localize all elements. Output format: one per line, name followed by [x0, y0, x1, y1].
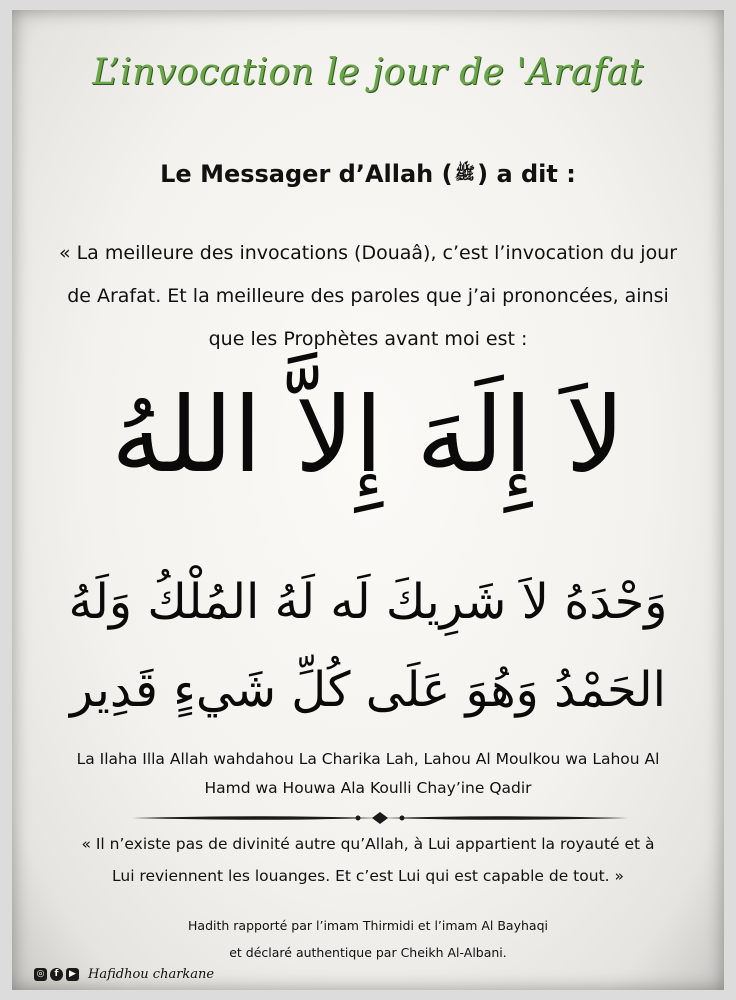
instagram-icon: ◎	[34, 968, 47, 981]
social-footer	[34, 967, 214, 982]
arabic-line-3: الحَمْدُ وَهُوَ عَلَى كُلِّ شَيءٍ قَدِير	[70, 662, 666, 718]
messenger-text-after: ) a dit :	[477, 160, 576, 188]
messenger-line	[12, 160, 724, 188]
facebook-icon: f	[50, 968, 63, 981]
messenger-text-before: Le Messager d’Allah (	[160, 160, 453, 188]
page-title: L’invocation le jour de 'Arafat	[92, 52, 644, 93]
transliteration: La Ilaha Illa Allah wahdahou La Charika Lah, Lahou Al Moulkou wa Lahou Al Hamd wa Houwa Ala Koulli Chay’ine Qadir	[76, 750, 660, 797]
author-name: Hafidhou charkane	[88, 967, 215, 982]
youtube-icon: ▶	[66, 968, 79, 981]
hadith-source: Hadith rapporté par l’imam Thirmidi et l’imam Al Bayhaqi et déclaré authentique par Cheikh Al-Albani.	[188, 918, 548, 960]
arabic-continuation	[52, 558, 684, 734]
salawat-seal: ﷺ	[454, 163, 476, 184]
french-translation: « Il n’existe pas de divinité autre qu’Allah, à Lui appartient la royauté et à Lui reviennent les louanges. Et c’est Lui qui est capable de tout. »	[81, 835, 655, 885]
arabic-line-2: وَحْدَهُ لاَ شَرِيكَ لَه لَهُ المُلْكُ وَلَهُ	[68, 574, 668, 630]
hadith-intro: « La meilleure des invocations (Douaâ), c’est l’invocation du jour de Arafat. Et la meilleure des paroles que j’ai prononcées, ainsi que les Prophètes avant moi est :	[58, 242, 678, 350]
ornamental-divider	[132, 808, 628, 828]
arabic-shahada: لاَ إِلَهَ إِلاَّ اللهُ	[111, 374, 625, 496]
poster-card	[12, 10, 724, 990]
